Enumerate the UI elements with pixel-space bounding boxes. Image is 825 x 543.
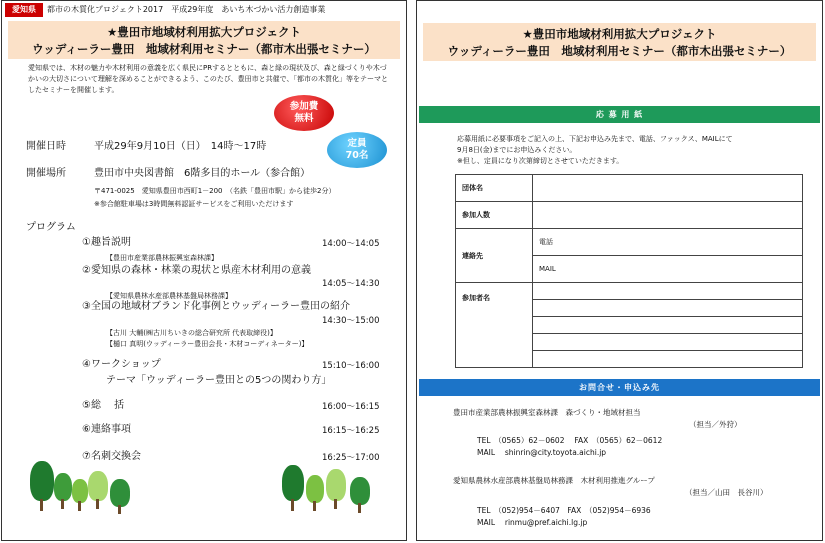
program-speaker-1: 【豊田市産業部農林振興室森林課】 — [106, 254, 218, 262]
program-time-2: 14:05～14:30 — [322, 279, 380, 289]
capacity-badge — [327, 132, 387, 168]
instruction-line-1: 応募用紙に必要事項をご記入の上、下記お申込み先まで、電話、ファックス、MAILにて — [457, 135, 733, 143]
banner-title: ★豊田市地域材利用拡大プロジェクト — [522, 27, 717, 41]
contact2-mail: MAIL rinmu@pref.aichi.lg.jp — [477, 518, 588, 527]
banner-title: ★豊田市地域材利用拡大プロジェクト — [106, 25, 302, 39]
participant-field[interactable] — [533, 300, 803, 317]
program-item-5: ⑤総 括 — [82, 400, 125, 411]
banner-subtitle: ウッディーラー豊田 地域材利用セミナー（都市木出張セミナー） — [32, 42, 376, 56]
program-time-7: 16:25～17:00 — [322, 453, 380, 463]
date-value: 平成29年9月10日（日） 14時～17時 — [94, 141, 267, 152]
program-label: プログラム — [26, 222, 76, 233]
capacity-badge-line1: 定員 — [347, 138, 367, 149]
instruction-line-3: ※但し、定員になり次第締切とさせていただきます。 — [457, 157, 624, 165]
contact-label: 連絡先 — [456, 229, 533, 283]
seminar-flyer-page — [1, 0, 407, 541]
program-workshop-theme: テーマ「ウッディーラー豊田との5つの関わり方」 — [106, 375, 332, 386]
contact2-org: 愛知県農林水産部農林基盤局林務課 木材利用推進グループ — [453, 476, 655, 485]
participant-field[interactable] — [533, 334, 803, 351]
phone-label: 電話 — [539, 238, 553, 246]
count-field[interactable] — [533, 202, 803, 229]
instruction-line-2: 9月8日(金)までにお申込みください。 — [457, 146, 577, 154]
program-speaker-3a: 【古川 大輔(㈱古川ちいきの総合研究所 代表取締役)】 — [106, 329, 277, 337]
program-time-4: 15:10～16:00 — [322, 361, 380, 371]
program-time-3: 14:30～15:00 — [322, 316, 380, 326]
count-label: 参加人数 — [456, 202, 533, 229]
form-header: 応 募 用 紙 — [419, 106, 820, 123]
contact1-tel: TEL （0565）62－0602 FAX （0565）62－0612 — [477, 436, 663, 445]
prefecture-tag: 愛知県 — [5, 3, 43, 17]
contact2-tel: TEL （052)954－6407 FAX （052)954－6936 — [477, 506, 651, 515]
program-item-4: ④ワークショップ — [82, 359, 161, 370]
inquiry-header: お問合せ・申込み先 — [419, 379, 820, 396]
mail-field[interactable] — [533, 256, 803, 283]
venue-value: 豊田市中央図書館 6階多目的ホール（参合館） — [94, 168, 311, 179]
fee-badge-line2: 無料 — [294, 113, 314, 124]
org-label: 団体名 — [456, 175, 533, 202]
program-time-6: 16:15～16:25 — [322, 426, 380, 436]
application-form-table — [455, 174, 803, 368]
program-item-3: ③全国の地域材ブランド化事例とウッディーラー豊田の紹介 — [82, 301, 350, 312]
mail-label: MAIL — [539, 265, 556, 273]
project-line: 都市の木質化プロジェクト2017 平成29年度 あいち木づかい活力創造事業 — [47, 5, 326, 14]
program-speaker-2: 【愛知県農林水産部農林基盤局林務課】 — [106, 292, 232, 300]
program-item-7: ⑦名刺交換会 — [82, 451, 141, 462]
participant-field[interactable] — [533, 351, 803, 368]
application-form-page — [416, 0, 823, 541]
fee-badge-line1: 参加費 — [289, 101, 319, 112]
program-time-5: 16:00～16:15 — [322, 402, 380, 412]
contact1-mail: MAIL shinrin@city.toyota.aichi.jp — [477, 448, 607, 457]
venue-address: 〒471-0025 愛知県豊田市西町1－200 （名鉄「豊田市駅」から徒歩2分） — [94, 187, 336, 195]
program-item-6: ⑥連絡事項 — [82, 424, 131, 435]
title-banner — [8, 21, 400, 59]
phone-field[interactable] — [533, 229, 803, 256]
participants-label: 参加者名 — [456, 283, 533, 368]
banner-subtitle: ウッディーラー豊田 地域材利用セミナー（都市木出張セミナー） — [447, 44, 792, 58]
venue-label: 開催場所 — [26, 168, 66, 179]
org-field[interactable] — [533, 175, 803, 202]
fee-badge — [274, 95, 334, 131]
contact1-staff: （担当／外狩） — [689, 420, 742, 429]
program-speaker-3b: 【樋口 真明(ウッディーラー豊田会長・木材コーディネーター)】 — [106, 340, 309, 348]
participant-field[interactable] — [533, 283, 803, 300]
program-time-1: 14:00～14:05 — [322, 239, 380, 249]
intro-text: 愛知県では、木材の魅力や木材利用の意義を広く県民にPRするとともに、森と緑の現状及び、森と緑づくりや木づかいの大切さについて理解を深めることができるよう、このたび、豊田市と共催で、「都市の木質化」等をテーマとしたセミナーを開催します。 — [28, 64, 388, 94]
contact2-staff: （担当／山田 長谷川） — [685, 488, 768, 497]
date-label: 開催日時 — [26, 141, 66, 152]
venue-note: ※参合館駐車場は3時間無料認証サービスをご利用いただけます — [94, 200, 294, 208]
capacity-badge-line2: 70名 — [345, 150, 369, 161]
program-item-2: ②愛知県の森林・林業の現状と県産木材利用の意義 — [82, 265, 311, 276]
program-item-1: ①趣旨説明 — [82, 237, 131, 248]
participant-field[interactable] — [533, 317, 803, 334]
title-banner — [423, 23, 816, 61]
contact1-org: 豊田市産業部農林振興室森林課 森づくり・地域材担当 — [453, 408, 641, 417]
